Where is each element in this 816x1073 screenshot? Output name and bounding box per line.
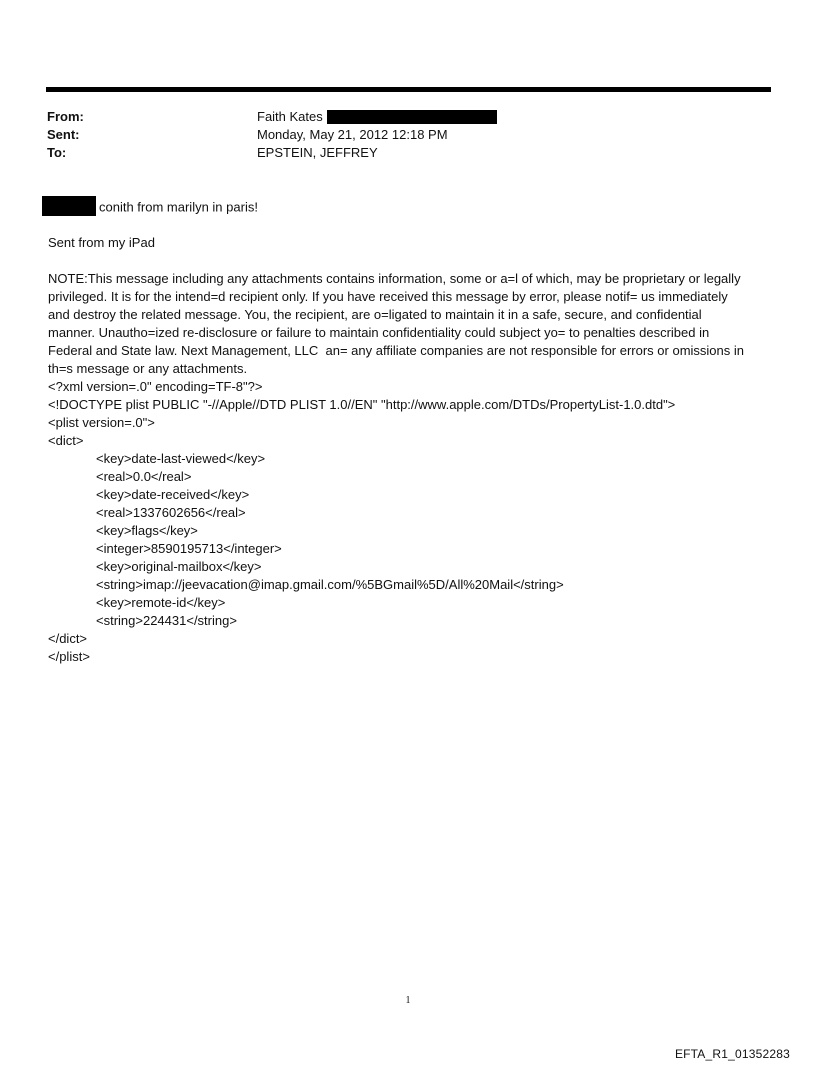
- xml-line: <dict>: [48, 433, 84, 448]
- dict-line: <real>0.0</real>: [96, 469, 192, 484]
- closing-line: </plist>: [48, 649, 90, 664]
- signature: Sent from my iPad: [48, 235, 155, 250]
- xml-line: <!DOCTYPE plist PUBLIC "-//Apple//DTD PLIST 1.0//EN" "http://www.apple.com/DTDs/PropertyList-1.0.dtd">: [48, 397, 676, 412]
- greeting-text: conith from marilyn in paris!: [99, 199, 258, 215]
- from-value: [257, 108, 497, 126]
- sent-label: Sent:: [47, 127, 80, 142]
- note-line: manner. Unautho=ized re-disclosure or failure to maintain confidentiality could subject yo= to penalties described in: [48, 325, 710, 340]
- note-line: and destroy the related message. You, the recipient, are o=ligated to maintain it in a safe, secure, and confidential: [48, 307, 702, 322]
- dict-line: <string>224431</string>: [96, 613, 237, 628]
- note-line: privileged. It is for the intend=d recipient only. If you have received this message by error, please notif= us immediately: [48, 289, 728, 304]
- to-label: To:: [47, 145, 67, 160]
- xml-line: <plist version=.0">: [48, 415, 155, 430]
- dict-line: <key>flags</key>: [96, 523, 198, 538]
- bates-number: EFTA_R1_01352283: [674, 1047, 790, 1061]
- dict-line: <real>1337602656</real>: [96, 505, 246, 520]
- note-line: NOTE:This message including any attachments contains information, some or a=l of which, may be proprietary or legally: [48, 271, 741, 286]
- xml-line: <?xml version=.0" encoding=TF-8"?>: [48, 379, 263, 394]
- greeting-line: [42, 198, 764, 218]
- dict-line: <key>date-received</key>: [96, 487, 250, 502]
- from-name: Faith Kates: [257, 109, 323, 124]
- note-line: th=s message or any attachments.: [48, 361, 248, 376]
- to-value: EPSTEIN, JEFFREY: [257, 145, 378, 160]
- closing-line: </dict>: [48, 631, 88, 646]
- redaction-block: [42, 196, 96, 216]
- dict-line: <string>imap://jeevacation@imap.gmail.com/%5BGmail%5D/All%20Mail</string>: [96, 577, 564, 592]
- message-body: [48, 270, 770, 666]
- dict-line: <key>remote-id</key>: [96, 595, 226, 610]
- redaction-block: [327, 110, 497, 124]
- from-label: From:: [47, 109, 84, 124]
- header-rule: [46, 87, 771, 92]
- dict-line: <key>original-mailbox</key>: [96, 559, 262, 574]
- dict-line: <integer>8590195713</integer>: [96, 541, 282, 556]
- page-number: 1: [405, 995, 411, 1006]
- dict-line: <key>date-last-viewed</key>: [96, 451, 266, 466]
- note-line: Federal and State law. Next Management, LLC an= any affiliate companies are not responsible for errors or omissions in: [48, 343, 744, 358]
- sent-value: Monday, May 21, 2012 12:18 PM: [257, 127, 448, 142]
